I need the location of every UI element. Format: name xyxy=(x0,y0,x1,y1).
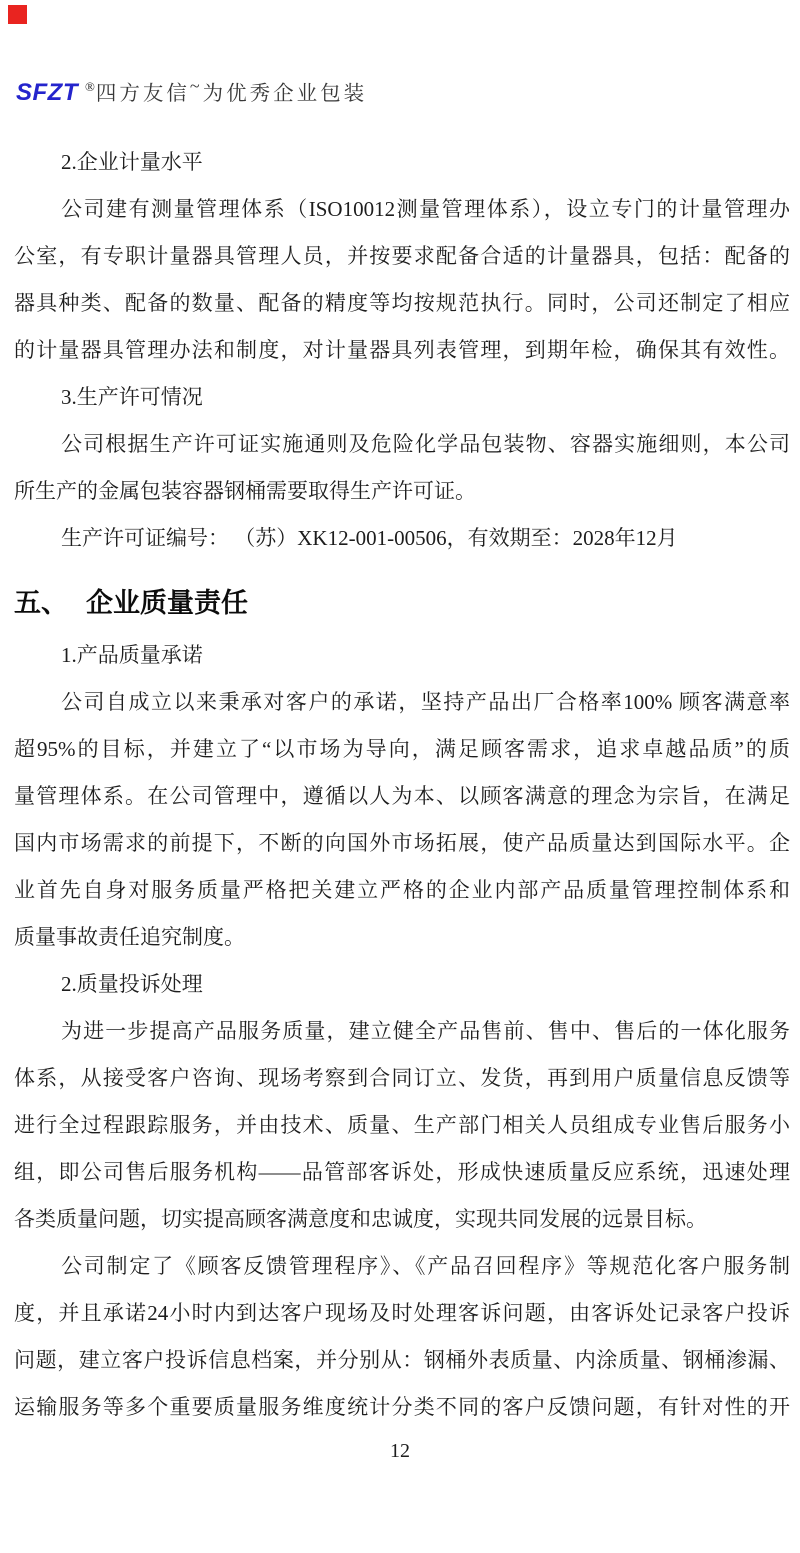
paragraph-line: 公司根据生产许可证实施通则及危险化学品包装物、容器实施细则，本公司 xyxy=(61,432,790,456)
subheading-license: 3.生产许可情况 xyxy=(61,385,203,409)
paragraph-line: 公司建有测量管理体系（ISO10012测量管理体系），设立专门的计量管理办 xyxy=(61,197,790,221)
license-number-line: 生产许可证编号： （苏）XK12-001-00506，有效期至：2028年12月 xyxy=(61,526,678,550)
brand-tagline xyxy=(95,76,368,105)
subheading-quality-promise: 1.产品质量承诺 xyxy=(61,643,203,667)
paragraph-line: 体系，从接受客户咨询、现场考察到合同订立、发货，再到用户质量信息反馈等 xyxy=(14,1066,790,1090)
paragraph-line: 器具种类、配备的数量、配备的精度等均按规范执行。同时，公司还制定了相应 xyxy=(14,291,790,315)
paragraph-line: 问题，建立客户投诉信息档案，并分别从：钢桶外表质量、内涂质量、钢桶渗漏、 xyxy=(14,1348,790,1372)
chapter-number: 五、 xyxy=(14,588,68,618)
paragraph-line: 度，并且承诺24小时内到达客户现场及时处理客诉问题，由客诉处记录客户投诉 xyxy=(14,1301,790,1325)
paragraph-line: 公司自成立以来秉承对客户的承诺，坚持产品出厂合格率100% 顾客满意率 xyxy=(61,690,790,714)
page-number: 12 xyxy=(390,1440,410,1462)
paragraph-line: 组，即公司售后服务机构——品管部客诉处，形成快速质量反应系统，迅速处理 xyxy=(14,1160,790,1184)
paragraph-line: 的计量器具管理办法和制度，对计量器具列表管理，到期年检，确保其有效性。 xyxy=(14,338,790,362)
paragraph-line: 为进一步提高产品服务质量，建立健全产品售前、售中、售后的一体化服务 xyxy=(61,1019,790,1043)
subheading-measurement: 2.企业计量水平 xyxy=(61,150,203,174)
document-body xyxy=(14,139,790,1431)
paragraph-line: 质量事故责任追究制度。 xyxy=(14,925,245,949)
brand-logo-text: SFZT xyxy=(16,79,78,106)
tagline-part2: 为优秀企业包装 xyxy=(202,83,368,105)
chapter-title: 企业质量责任 xyxy=(86,588,248,618)
paragraph-line: 进行全过程跟踪服务，并由技术、质量、生产部门相关人员组成专业售后服务小 xyxy=(14,1113,790,1137)
registered-trademark-icon: ® xyxy=(85,79,95,94)
paragraph-line: 公司制定了《顾客反馈管理程序》、《产品召回程序》等规范化客户服务制 xyxy=(61,1254,790,1278)
chapter-heading xyxy=(14,574,790,632)
paragraph-line: 国内市场需求的前提下，不断的向国外市场拓展，使产品质量达到国际水平。企 xyxy=(14,831,790,855)
paragraph-line: 超95%的目标，并建立了“以市场为导向，满足顾客需求，追求卓越品质”的质 xyxy=(14,737,790,761)
paragraph-line: 所生产的金属包装容器钢桶需要取得生产许可证。 xyxy=(14,479,476,503)
page-header xyxy=(16,76,367,106)
paragraph-line: 公室，有专职计量器具管理人员，并按要求配备合适的计量器具，包括：配备的 xyxy=(14,244,790,268)
paragraph-line: 量管理体系。在公司管理中，遵循以人为本、以顾客满意的理念为宗旨，在满足 xyxy=(14,784,790,808)
subheading-complaint-handling: 2.质量投诉处理 xyxy=(61,972,203,996)
red-square-marker xyxy=(8,5,27,24)
tilde-mark: ~ xyxy=(189,76,203,96)
paragraph-line: 各类质量问题，切实提高顾客满意度和忠诚度，实现共同发展的远景目标。 xyxy=(14,1207,707,1231)
paragraph-line: 运输服务等多个重要质量服务维度统计分类不同的客户反馈问题，有针对性的开 xyxy=(14,1395,790,1419)
paragraph-line: 业首先自身对服务质量严格把关建立严格的企业内部产品质量管理控制体系和 xyxy=(14,878,790,902)
tagline-part1: 四方友信 xyxy=(95,83,190,105)
